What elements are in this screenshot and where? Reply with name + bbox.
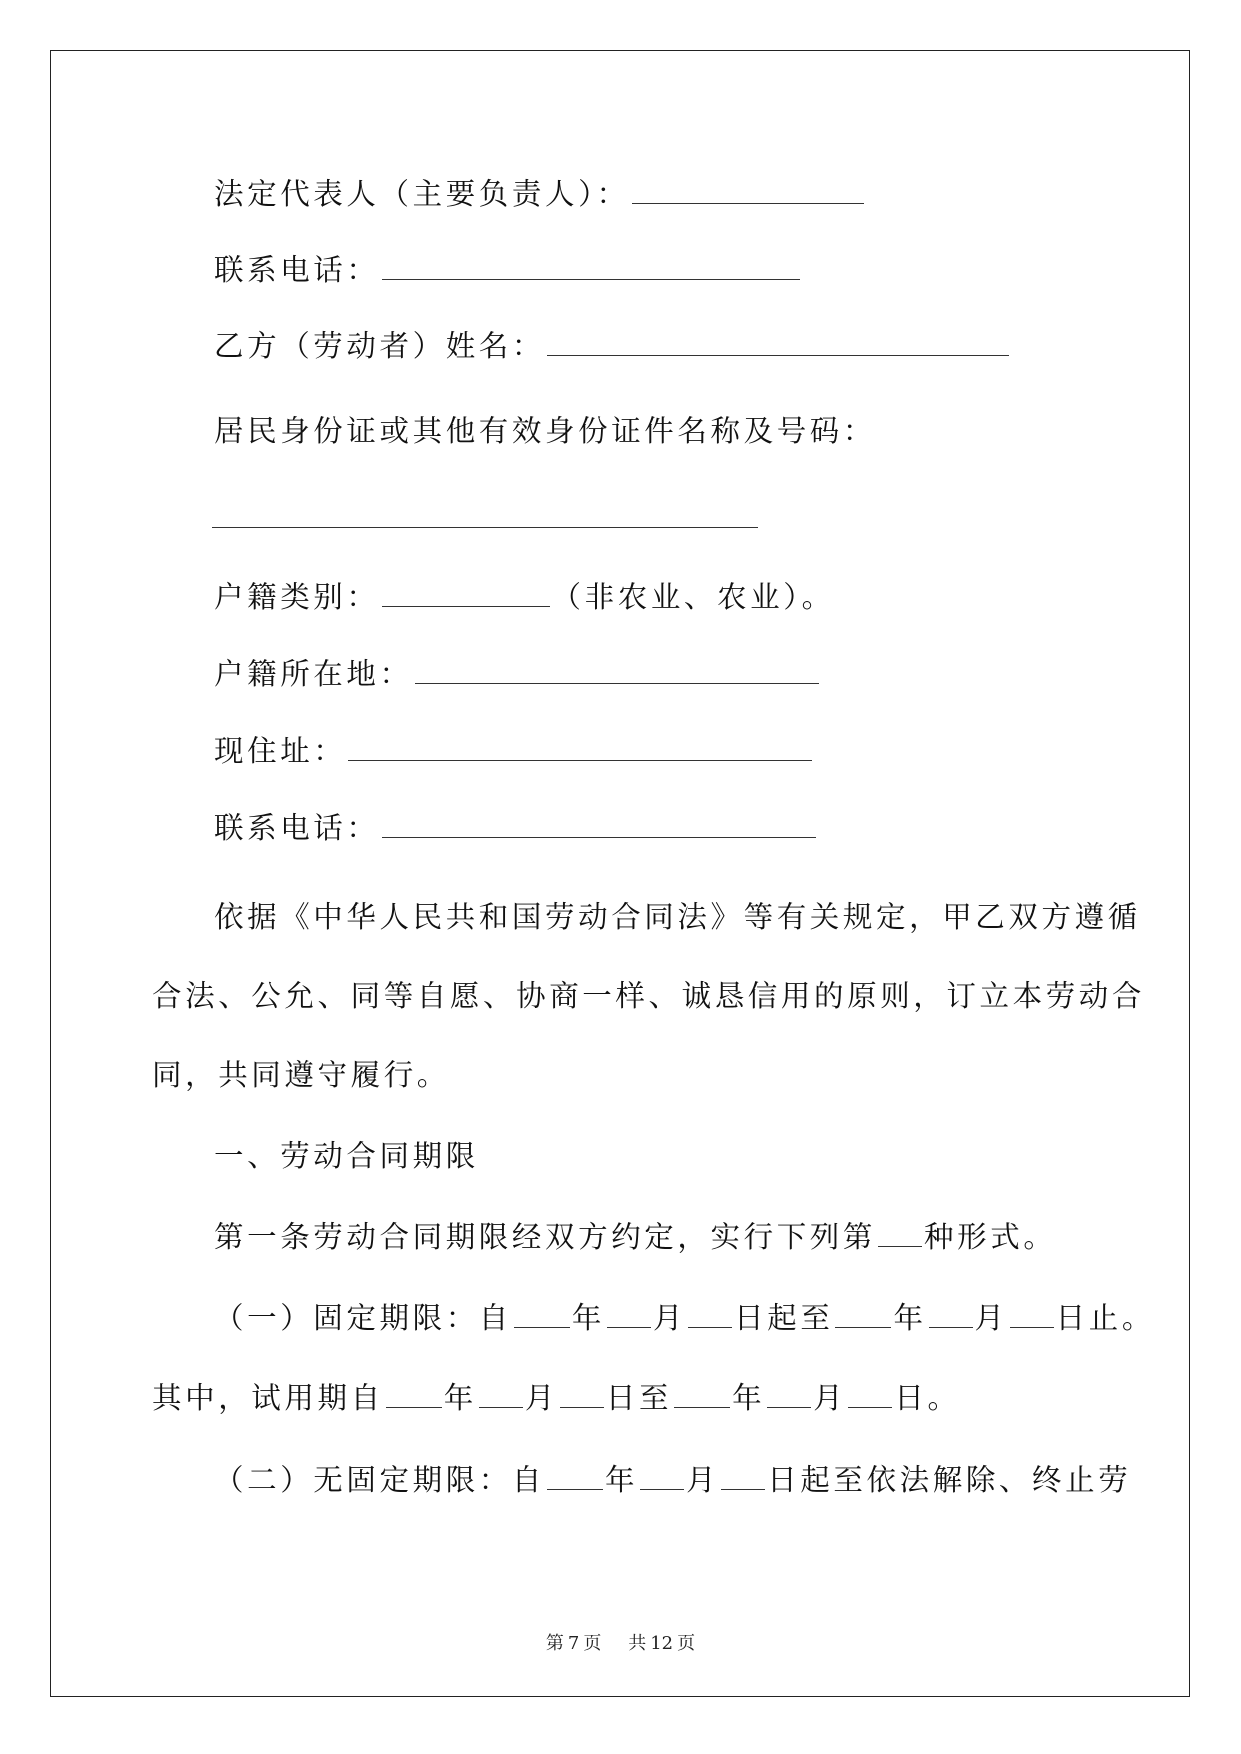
blank[interactable] [560,1385,604,1408]
phone-line-2: 联系电话： [214,808,1141,848]
phone-line-1: 联系电话： [214,250,1141,290]
id-doc-line: 居民身份证或其他有效身份证件名称及号码： [214,414,877,448]
party-b-name-line: 乙方（劳动者）姓名： [214,326,1141,366]
paragraph-line-1: 依据《中华人民共和国劳动合同法》等有关规定，甲乙双方遵循 [214,900,1141,934]
open-term-line: （二）无固定期限：自 年 月 日起至依法解除、终止劳 [214,1463,1132,1497]
total-pages: 12 [650,1633,674,1654]
blank[interactable] [1010,1305,1054,1328]
party-b-name-blank[interactable] [547,333,1009,356]
page-border [50,50,1190,1697]
blank[interactable] [514,1305,570,1328]
legal-rep-line: 法定代表人（主要负责人）： [214,174,1141,214]
page-footer: 第 7 页 共 12 页 [545,1633,696,1654]
paragraph-line-3: 同，共同遵守履行。 [152,1058,450,1092]
blank[interactable] [929,1305,973,1328]
blank[interactable] [547,1467,603,1490]
paragraph-line-2: 合法、公允、同等自愿、协商一样、诚恳信用的原则，订立本劳动合 [152,979,1146,1013]
blank[interactable] [721,1467,765,1490]
blank[interactable] [640,1467,684,1490]
blank[interactable] [607,1305,651,1328]
blank[interactable] [767,1385,811,1408]
fixed-term-line: （一）固定期限：自 年 月 日起至 年 月 日止。 [214,1301,1155,1335]
current-address-line: 现住址： [214,731,1141,771]
blank[interactable] [479,1385,523,1408]
phone-blank-1[interactable] [382,257,800,280]
trial-period-line: 其中，试用期自 年 月 日至 年 月 日。 [152,1381,961,1415]
hukou-type-line: 户籍类别： （非农业、农业）。 [214,580,835,614]
blank[interactable] [835,1305,891,1328]
blank[interactable] [688,1305,732,1328]
hukou-place-blank[interactable] [415,661,819,684]
blank[interactable] [386,1385,442,1408]
article-1-line: 第一条劳动合同期限经双方约定，实行下列第 种形式。 [214,1220,1057,1254]
hukou-place-line: 户籍所在地： [214,654,1141,694]
blank[interactable] [674,1385,730,1408]
phone-blank-2[interactable] [382,815,816,838]
current-address-blank[interactable] [348,738,812,761]
form-choice-blank[interactable] [878,1224,922,1247]
legal-rep-blank[interactable] [632,181,864,204]
blank[interactable] [848,1385,892,1408]
id-number-blank[interactable] [212,527,758,528]
page-number: 7 [567,1633,580,1654]
hukou-type-blank[interactable] [382,584,550,607]
section-heading: 一、劳动合同期限 [214,1139,479,1173]
